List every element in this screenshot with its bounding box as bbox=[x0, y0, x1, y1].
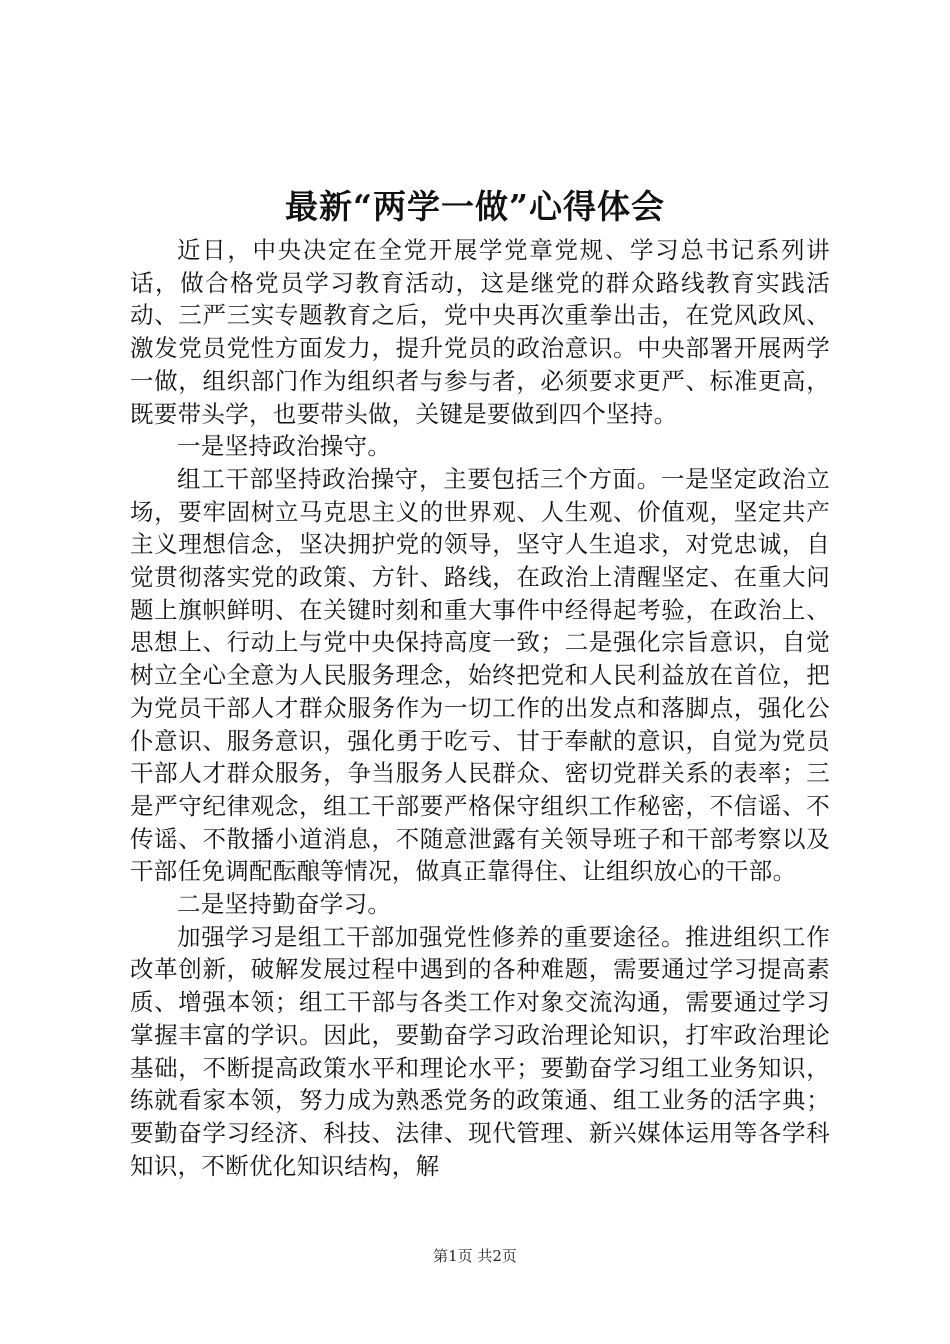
section-heading-2: 二是坚持勤奋学习。 bbox=[177, 890, 392, 919]
document-title: 最新“两学一做”心得体会 bbox=[285, 187, 665, 226]
section-heading-1: 一是坚持政治操守。 bbox=[177, 432, 392, 461]
paragraph-intro: 近日，中央决定在全党开展学党章党规、学习总书记系列讲话，做合格党员学习教育活动，这是继党的群众路线教育实践活动、三严三实专题教育之后，党中央再次重拳出击，在党风政风、激发党员党性方面发力，提升党员的政治意识。中央部署开展两学一做，组织部门作为组织者与参与者，必须要求更严、标准更高，既要带头学，也要带头做，关键是要做到四个坚持。 bbox=[130, 236, 830, 428]
paragraph-section-1: 组工干部坚持政治操守，主要包括三个方面。一是坚定政治立场，要牢固树立马克思主义的世界观、人生观、价值观，坚定共产主义理想信念，坚决拥护党的领导，坚守人生追求，对党忠诚，自觉贯彻落实党的政策、方针、路线，在政治上清醒坚定、在重大问题上旗帜鲜明、在关键时刻和重大事件中经得起考验，在政治上、思想上、行动上与党中央保持高度一致；二是强化宗旨意识，自觉树立全心全意为人民服务理念，始终把党和人民利益放在首位，把为党员干部人才群众服务作为一切工作的出发点和落脚点，强化公仆意识、服务意识，强化勇于吃亏、甘于奉献的意识，自觉为党员干部人才群众服务，争当服务人民群众、密切党群关系的表率；三是严守纪律观念，组工干部要严格保守组织工作秘密，不信谣、不传谣、不散播小道消息，不随意泄露有关领导班子和干部考察以及干部任免调配酝酿等情况，做真正靠得住、让组织放心的干部。 bbox=[130, 464, 830, 886]
document-body bbox=[130, 234, 830, 1182]
paragraph-section-2: 加强学习是组工干部加强党性修养的重要途径。推进组织工作改革创新，破解发展过程中遇到的各种难题，需要通过学习提高素质、增强本领；组工干部与各类工作对象交流沟通，需要通过学习掌握丰富的学识。因此，要勤奋学习政治理论知识，打牢政治理论基础，不断提高政策水平和理论水平；要勤奋学习组工业务知识，练就看家本领，努力成为熟悉党务的政策通、组工业务的活字典；要勤奋学习经济、科技、法律、现代管理、新兴媒体运用等各学科知识，不断优化知识结构，解 bbox=[130, 922, 830, 1180]
page-number-footer: 第1页 共2页 bbox=[433, 1247, 517, 1265]
